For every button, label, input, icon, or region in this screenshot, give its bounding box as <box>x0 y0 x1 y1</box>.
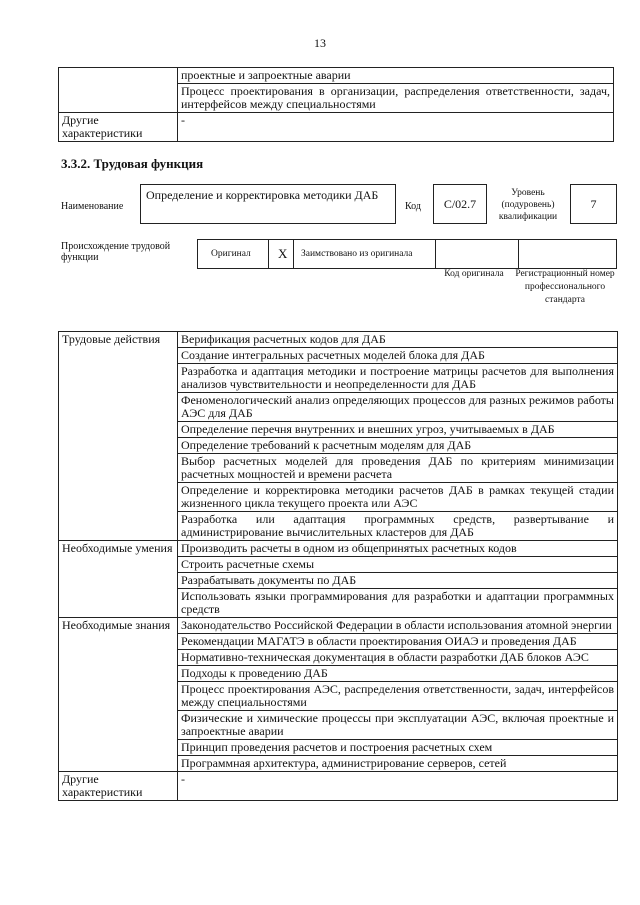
row-item-text: Законодательство Российской Федерации в области использования атомной энергии <box>178 618 618 634</box>
code-value-box <box>433 184 487 224</box>
row-item-text: - <box>178 113 614 142</box>
row-category-label: Другие характеристики <box>59 772 178 801</box>
origin-divider-3 <box>435 240 436 268</box>
origin-divider-2 <box>293 240 294 268</box>
row-item-text: Нормативно-техническая документация в области разработки ДАБ блоков АЭС <box>178 650 618 666</box>
row-item-text: Определение перечня внутренних и внешних угроз, учитываемых в ДАБ <box>178 422 618 438</box>
name-label: Наименование <box>61 201 124 212</box>
row-item-text: Производить расчеты в одном из общепринятых расчетных кодов <box>178 541 618 557</box>
row-item-text: Принцип проведения расчетов и построения расчетных схем <box>178 740 618 756</box>
row-category-label: Необходимые знания <box>59 618 178 772</box>
table-row <box>59 772 618 801</box>
row-item-text: Рекомендации МАГАТЭ в области проектирования ОИАЭ и проведения ДАБ <box>178 634 618 650</box>
code-label: Код <box>405 201 421 212</box>
row-item-text: Использовать языки программирования для разработки и адаптации программных средств <box>178 589 618 618</box>
row-item-text: Феноменологический анализ определяющих процессов для разных режимов работы АЭС для ДАБ <box>178 393 618 422</box>
continuation-table <box>58 67 614 142</box>
table-row <box>59 68 614 84</box>
origin-label: Происхождение трудовой функции <box>61 241 171 263</box>
table-row <box>59 332 618 348</box>
row-item-text: - <box>178 772 618 801</box>
row-category-label: Трудовые действия <box>59 332 178 541</box>
row-category-label: Необходимые умения <box>59 541 178 618</box>
table-row <box>59 113 614 142</box>
row-item-text: Подходы к проведению ДАБ <box>178 666 618 682</box>
row-category-label: Другие характеристики <box>59 113 178 142</box>
level-value-box <box>570 184 617 224</box>
row-item-text: Определение требований к расчетным моделям для ДАБ <box>178 438 618 454</box>
origin-divider-4 <box>518 240 519 268</box>
row-item-text: Разработка и адаптация методики и построение матрицы расчетов для выполнения анализов чувствительности и неопределенности для ДАБ <box>178 364 618 393</box>
reg-number-caption: Регистрационный номер профессионального стандарта <box>515 269 615 305</box>
original-label: Оригинал <box>211 249 251 259</box>
name-value-box <box>140 184 396 224</box>
original-mark: X <box>278 246 288 261</box>
row-item-text: Разработка или адаптация программных средств, развертывание и администрирование вычислительных кластеров для ДАБ <box>178 512 618 541</box>
row-item-text: Выбор расчетных моделей для проведения ДАБ по критериям минимизации расчетных мощностей и времени расчета <box>178 454 618 483</box>
level-value: 7 <box>590 197 597 211</box>
section-heading: 3.3.2. Трудовая функция <box>61 156 204 171</box>
origin-divider-1 <box>268 240 269 268</box>
row-item-text: Физические и химические процессы при эксплуатации АЭС, включая проектные и запроектные аварии <box>178 711 618 740</box>
row-item-text: Программная архитектура, администрирование серверов, сетей <box>178 756 618 772</box>
row-item-text: Верификация расчетных кодов для ДАБ <box>178 332 618 348</box>
name-value: Определение и корректировка методики ДАБ <box>146 188 379 202</box>
code-value: C/02.7 <box>443 197 477 211</box>
page-number: 13 <box>314 36 326 50</box>
row-category-label <box>59 68 178 113</box>
row-item-text: Строить расчетные схемы <box>178 557 618 573</box>
row-item-text: проектные и запроектные аварии <box>178 68 614 84</box>
borrowed-label: Заимствовано из оригинала <box>301 249 413 259</box>
level-label: Уровень (подуровень) квалификации <box>498 188 558 222</box>
origin-box <box>197 239 617 269</box>
function-details-table <box>58 331 618 801</box>
row-item-text: Процесс проектирования АЭС, распределения ответственности, задач, интерфейсов между специальностями <box>178 682 618 711</box>
row-item-text: Определение и корректировка методики расчетов ДАБ в рамках текущей стадии жизненного цикла текущего проекта или АЭС <box>178 483 618 512</box>
original-code-caption: Код оригинала <box>444 269 504 279</box>
table-row <box>59 541 618 557</box>
row-item-text: Процесс проектирования в организации, распределения ответственности, задач, интерфейсов между специальностями <box>178 84 614 113</box>
row-item-text: Разрабатывать документы по ДАБ <box>178 573 618 589</box>
table-row <box>59 618 618 634</box>
row-item-text: Создание интегральных расчетных моделей блока для ДАБ <box>178 348 618 364</box>
